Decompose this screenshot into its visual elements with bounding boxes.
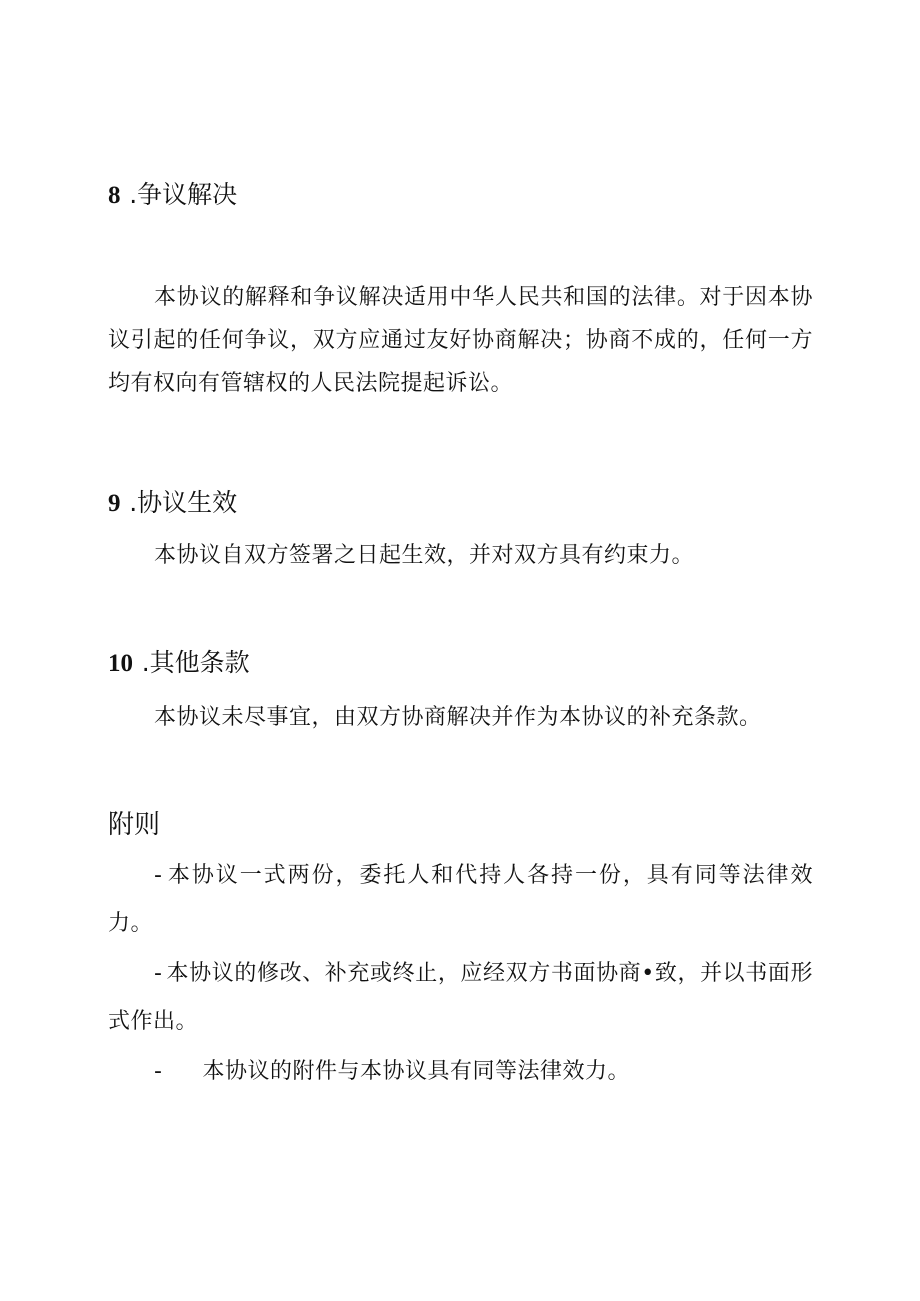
dash-marker: - <box>154 961 163 986</box>
appendix-item-3 <box>108 1048 813 1096</box>
appendix-item-text: 本协议一式两份，委托人和代持人各持一份，具有同等法律效力。 <box>108 863 813 936</box>
appendix-item-2 <box>108 950 813 1046</box>
section-body-8: 本协议的解释和争议解决适用中华人民共和国的法律。对于因本协议引起的任何争议，双方应通过友好协商解决；协商不成的，任何一方均有权向有管辖权的人民法院提起诉讼。 <box>108 285 813 396</box>
section-number: 8 <box>108 182 121 209</box>
appendix-title: 附则 <box>108 810 161 840</box>
dash-marker: - <box>154 1059 163 1084</box>
section-title: .协议生效 <box>129 488 238 517</box>
appendix-item-text: 本协议的附件与本协议具有同等法律效力。 <box>202 1059 630 1084</box>
section-heading-8 <box>108 178 813 213</box>
section-title: .其他条款 <box>141 648 250 677</box>
section-heading-9 <box>108 486 813 521</box>
section-number: 10 <box>108 650 133 677</box>
section-body-10: 本协议未尽事宜，由双方协商解决并作为本协议的补充条款。 <box>154 705 762 730</box>
dash-marker: - <box>154 863 163 888</box>
appendix-item-text: 本协议的修改、补充或终止，应经双方书面协商•致，并以书面形式作出。 <box>108 961 813 1034</box>
appendix-item-1 <box>108 852 813 948</box>
section-number: 9 <box>108 490 121 517</box>
section-body-9: 本协议自双方签署之日起生效，并对双方具有约束力。 <box>154 543 695 568</box>
section-heading-10 <box>108 646 813 681</box>
section-title: .争议解决 <box>129 180 238 209</box>
